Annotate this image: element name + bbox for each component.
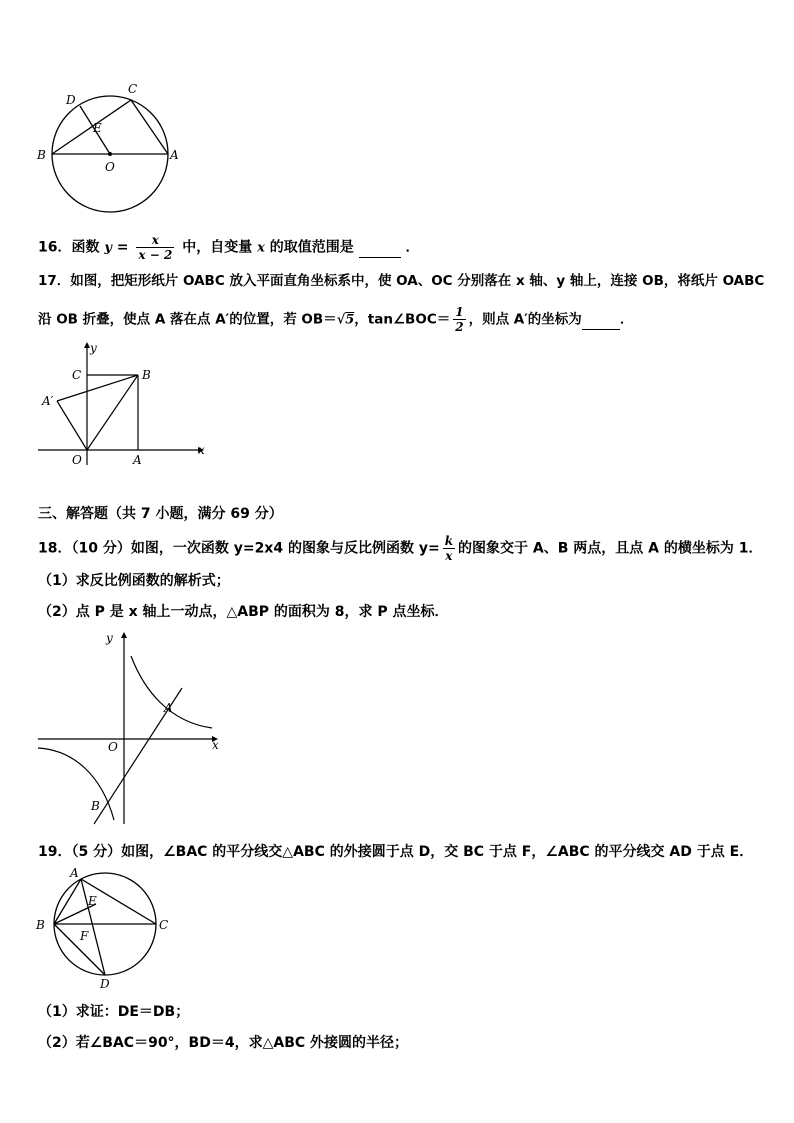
label-y: y [106,631,113,645]
figure-q18-graph [34,628,230,828]
label-b: B [37,148,46,162]
q18-sub2-text: （2）点 P 是 x 轴上一动点，△ABP 的面积为 8，求 P 点坐标． [38,604,449,620]
q16-answer-blank[interactable] [359,239,401,258]
q16-frac-num: x [136,233,174,248]
q16-equals: = [116,239,129,256]
label-x: x [198,443,205,457]
segment-oa1 [57,401,87,450]
q18-frac-den: x [445,549,453,563]
segment-a1b [57,375,138,401]
q16-var-y: y [104,240,112,256]
label-e: E [93,121,102,135]
segment-ob [87,375,138,450]
question-18 [38,534,762,563]
label-o: O [72,453,82,467]
question-16 [38,233,419,262]
label-c: C [128,82,138,96]
q17-answer-blank[interactable] [582,311,620,330]
q17-sqrt-value: 5 [345,312,355,328]
q17-line2a-text: 沿 OB 折叠，使点 A 落在点 A′的位置，若 OB＝ [38,311,337,328]
q18-head-a: 18．（10 分）如图，一次函数 y=2x4 的图象与反比例函数 y= [38,540,440,557]
section-3-text: 三、解答题（共 7 小题，满分 69 分） [38,506,283,522]
hyperbola-upper-branch [131,656,212,728]
question-17-line1 [38,272,764,290]
q19-sub1-text: （1）求证：DE＝DB； [38,1004,190,1020]
q17-sqrt: √5 [336,312,355,328]
label-a: A [164,701,173,715]
segment-ca [131,100,168,154]
label-a: A [70,866,79,880]
segment-bc [52,100,131,154]
q18-head-b: 的图象交于 A、B 两点，且点 A 的横坐标为 1． [458,540,763,557]
label-b: B [142,368,151,382]
label-o: O [108,740,118,754]
q18-fraction [443,534,455,563]
center-dot [108,152,112,156]
hyperbola-lower-branch [38,748,114,820]
q16-frac-den: x − 2 [138,248,173,262]
section-3-heading [38,505,283,523]
label-a-prime: A′ [42,394,54,408]
label-c: C [72,368,82,382]
q19-sub2 [38,1034,408,1052]
label-c: C [159,918,169,932]
label-f: F [80,929,89,943]
label-y: y [90,341,97,355]
figure-q15-circle [30,78,190,218]
q16-var-x: x [257,240,265,256]
q16-fraction [136,233,174,262]
label-x: x [212,738,219,752]
q17-line1-text: 17．如图，把矩形纸片 OABC 放入平面直角坐标系中，使 OA、OC 分别落在 x 轴、y 轴上，连接 OB，将纸片 OABC [38,273,765,289]
q19-sub1 [38,1003,189,1021]
q18-frac-num: k [444,534,454,548]
q17-frac-den: 2 [455,320,464,334]
y-axis-arrow [121,632,127,638]
q18-sub1 [38,572,230,590]
label-b: B [36,918,45,932]
label-a: A [133,453,142,467]
figure-q19-circle [30,864,180,994]
q17-line2b-text: ，tan∠BOC＝ [354,311,451,328]
figure-q17-coordinate [30,340,210,470]
q17-line2c-text: ，则点 A′的坐标为 [468,311,582,328]
q18-sub2 [38,603,449,621]
label-d: D [66,93,76,107]
q16-tail-text: 的取值范围是 [269,239,354,256]
q17-end: ． [619,311,634,328]
q16-end: ． [405,239,420,256]
label-b: B [91,799,100,813]
q16-mid-text: 中，自变量 [182,239,253,256]
q19-sub2-text: （2）若∠BAC＝90°，BD＝4，求△ABC 外接圆的半径； [38,1035,409,1051]
label-o: O [105,160,115,174]
label-d: D [100,977,110,991]
q18-sub1-text: （1）求反比例函数的解析式； [38,573,230,589]
label-a: A [170,148,179,162]
q17-frac-num: 1 [455,305,464,319]
q16-number-text: 16．函数 [38,239,100,256]
label-e: E [88,894,97,908]
q17-fraction [453,305,465,334]
question-17-line2 [38,305,633,334]
question-19 [38,843,753,861]
q19-head-text: 19．（5 分）如图，∠BAC 的平分线交△ABC 的外接圆于点 D，交 BC 于点 F，∠ABC 的平分线交 AD 于点 E． [38,844,754,860]
